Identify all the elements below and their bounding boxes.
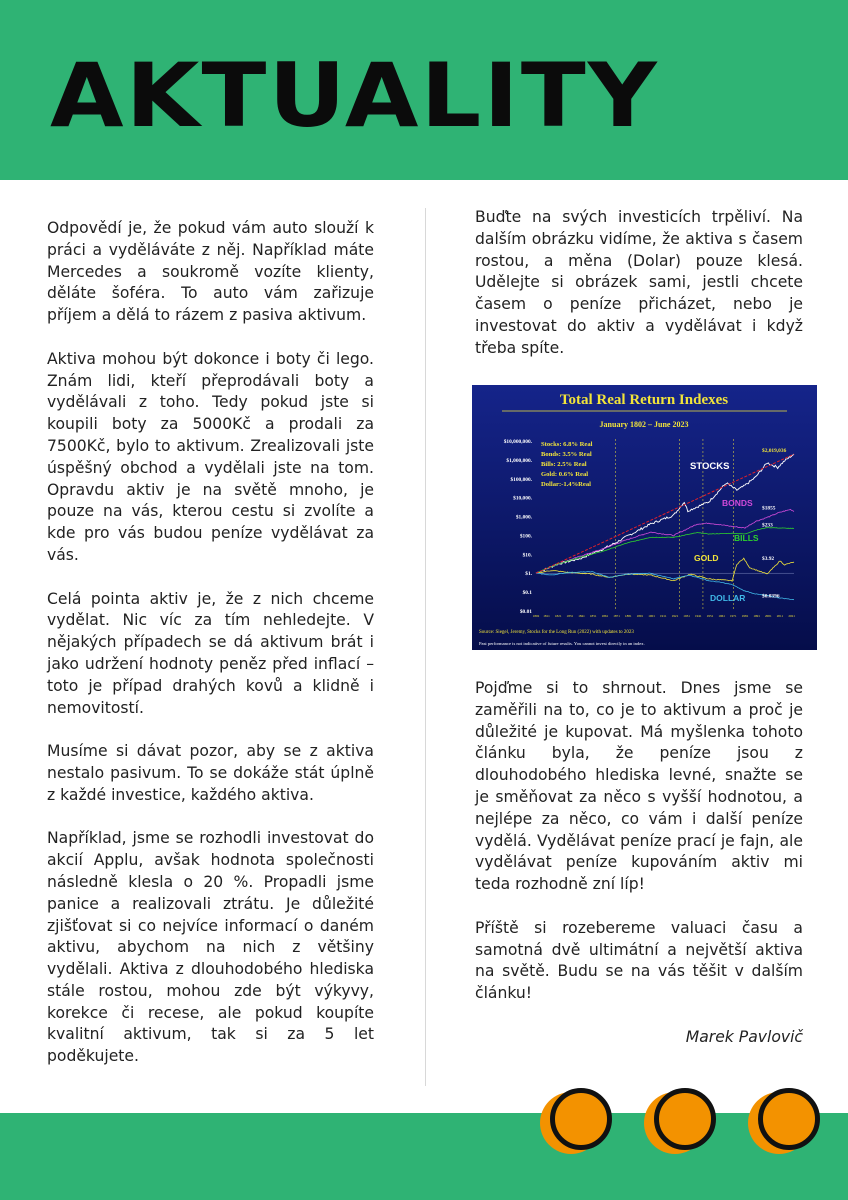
chart-source: Source: Siegel, Jeremy, Stocks for the Long Run (2022) with updates to 2023 — [479, 630, 634, 635]
footer-band — [0, 1113, 848, 1200]
legend-entry: Bonds: 3.5% Real — [541, 451, 592, 458]
x-tick-label: 1991 — [753, 614, 760, 618]
x-tick-label: 1802 — [532, 614, 540, 618]
decorative-circle — [544, 1088, 614, 1158]
decorative-circle — [648, 1088, 718, 1158]
legend-entry: Bills: 2.5% Real — [541, 461, 587, 468]
circle-outline — [550, 1088, 612, 1150]
right-column-top — [475, 207, 803, 381]
legend-entry: Dollar:-1.4%Real — [541, 481, 591, 488]
series-end-value-gold: $3.92 — [762, 556, 775, 563]
x-tick-label: 1931 — [683, 614, 690, 618]
x-tick-label: 1921 — [671, 614, 679, 618]
y-tick-label: $100. — [519, 533, 532, 540]
chart-svg — [472, 385, 817, 650]
paragraph: Celá pointa aktiv je, že z nich chceme vydělat. Nic víc za tím nehledejte. V nějakých případech se dá aktivum brát i jako udržení hodnoty peněz před inflací – toto je případ drahých kovů a klidně i nemovitostí. — [47, 589, 374, 717]
series-end-value-stocks: $2,019,036 — [762, 448, 787, 455]
x-tick-label: 2001 — [765, 614, 772, 618]
x-tick-label: 1911 — [660, 614, 667, 618]
page-title: AKTUALITY — [50, 44, 659, 147]
y-tick-label: $1,000,000. — [506, 457, 532, 464]
x-tick-label: 1851 — [589, 614, 597, 618]
y-tick-label: $1,000. — [515, 514, 532, 521]
series-label-bonds: BONDS — [722, 498, 753, 508]
paragraph: Musíme si dávat pozor, aby se z aktiva nestalo pasivum. To se dokáže stát úplně z každé investice, každého aktiva. — [47, 742, 374, 804]
right-column-bottom — [475, 678, 803, 1070]
y-tick-label: $10,000. — [513, 495, 532, 502]
legend-entry: Stocks: 6.8% Real — [541, 441, 593, 448]
series-label-stocks: STOCKS — [690, 461, 730, 472]
legend-entry: Gold: 0.6% Real — [541, 471, 589, 478]
paragraph: Aktiva mohou být dokonce i boty či lego. Znám lidi, kteří přeprodávali boty a vydělávali z toho. Tedy pokud jste si koupili boty za 5000Kč a prodali za 7500Kč, bylo to aktivum. Zrealizovali jste úspěšný obchod a vydělali jste na tom. Opravdu aktiv je na světě mnoho, je pouze na vás, kterou cestu si zvolíte a kde pro vás budou peníze vydělávat za vás. — [47, 349, 374, 564]
chart-title: Total Real Return Indexes — [559, 392, 729, 408]
paragraph: Například, jsme se rozhodli investovat do akcií Applu, avšak hodnota společnosti následně klesla o 20 %. Propadli jsme panice a realizovali ztrátu. Je důležité zjišťovat si co nejvíce informací o daném aktivu, abychom na nich z většiny vydělali. Aktiva z dlouhodobého hlediska stále rostou, mohou zde být výkyvy, korekce či recese, ale pokud koupíte kvalitní aktivum, tak si za 5 let poděkujete. — [47, 829, 374, 1066]
circle-outline — [758, 1088, 820, 1150]
circle-outline — [654, 1088, 716, 1150]
y-tick-label: $0.01 — [519, 609, 532, 615]
x-tick-label: 1841 — [578, 614, 585, 618]
x-tick-label: 1951 — [706, 614, 714, 618]
y-tick-label: $10,000,000. — [503, 439, 532, 445]
x-tick-label: 1871 — [613, 614, 620, 618]
x-tick-label: 1861 — [601, 614, 609, 618]
y-tick-label: $10. — [522, 552, 532, 559]
x-tick-label: 1961 — [718, 614, 725, 618]
author-signature: Marek Pavlovič — [685, 1027, 803, 1046]
paragraph: Pojďme si to shrnout. Dnes jsme se zaměřili na to, co je to aktivum a proč je důležité je kupovat. Má myšlenka tohoto článku byla, že peníze jsou z dlouhodobého hlediska levné, snažte se je směňovat za něco s vyšší hodnotou, a nejlépe za něco, co vám i další peníze vydělá. Vydělávat peníze prací je fajn, ale vydělávat peníze kupováním aktiv mi teda rozhodně zní líp! — [475, 679, 803, 894]
left-column — [47, 218, 374, 1090]
column-divider — [425, 208, 426, 1086]
paragraph: Odpovědí je, že pokud vám auto slouží k práci a vyděláváte z něj. Například máte Mercedes a soukromě vozíte klienty, děláte šoféra. To auto vám zařizuje příjem a dělá to rázem z pasiva aktivum. — [47, 219, 374, 325]
x-tick-label: 1811 — [543, 614, 550, 618]
series-end-value-bonds: $1855 — [762, 505, 776, 512]
x-tick-label: 1831 — [566, 614, 574, 618]
paragraph: Buďte na svých investicích trpěliví. Na dalším obrázku vidíme, že aktiva s časem rostou, a měna (Dolar) pouze klesá. Udělejte si obrázek sami, jestli chcete časem o peníze přicházet, nebo je investovat do aktiv a vydělávat i když třeba spíte. — [475, 208, 803, 357]
series-label-bills: BILLS — [734, 533, 759, 543]
series-label-gold: GOLD — [694, 553, 719, 563]
series-end-value-bills: $233 — [762, 522, 773, 529]
x-tick-label: 1971 — [729, 614, 737, 618]
series-label-dollar: DOLLAR — [710, 593, 746, 603]
x-tick-label: 1901 — [648, 614, 655, 618]
x-tick-label: 1891 — [636, 614, 644, 618]
return-indexes-chart — [472, 385, 817, 650]
chart-subtitle: January 1802 – June 2023 — [599, 420, 689, 429]
x-tick-label: 2021 — [788, 614, 795, 618]
y-tick-label: $0.1 — [522, 590, 532, 597]
y-tick-label: $1. — [525, 571, 532, 578]
y-tick-label: $100,000. — [510, 476, 532, 483]
x-tick-label: 1941 — [694, 614, 702, 618]
x-tick-label: 1881 — [624, 614, 632, 618]
decorative-circle — [752, 1088, 822, 1158]
chart-footnote: Past performance is not indicative of future results. You cannot invest directly in an index. — [479, 641, 645, 646]
paragraph: Příště si rozebereme valuaci času a samotná dvě ultimátní a největší aktiva na světě. Budu se na vás těšit v dalším článku! — [475, 918, 803, 1003]
series-end-value-dollar: $0.0396 — [762, 593, 780, 600]
x-tick-label: 2011 — [776, 614, 784, 618]
x-tick-label: 1821 — [554, 614, 562, 618]
x-tick-label: 1981 — [741, 614, 749, 618]
